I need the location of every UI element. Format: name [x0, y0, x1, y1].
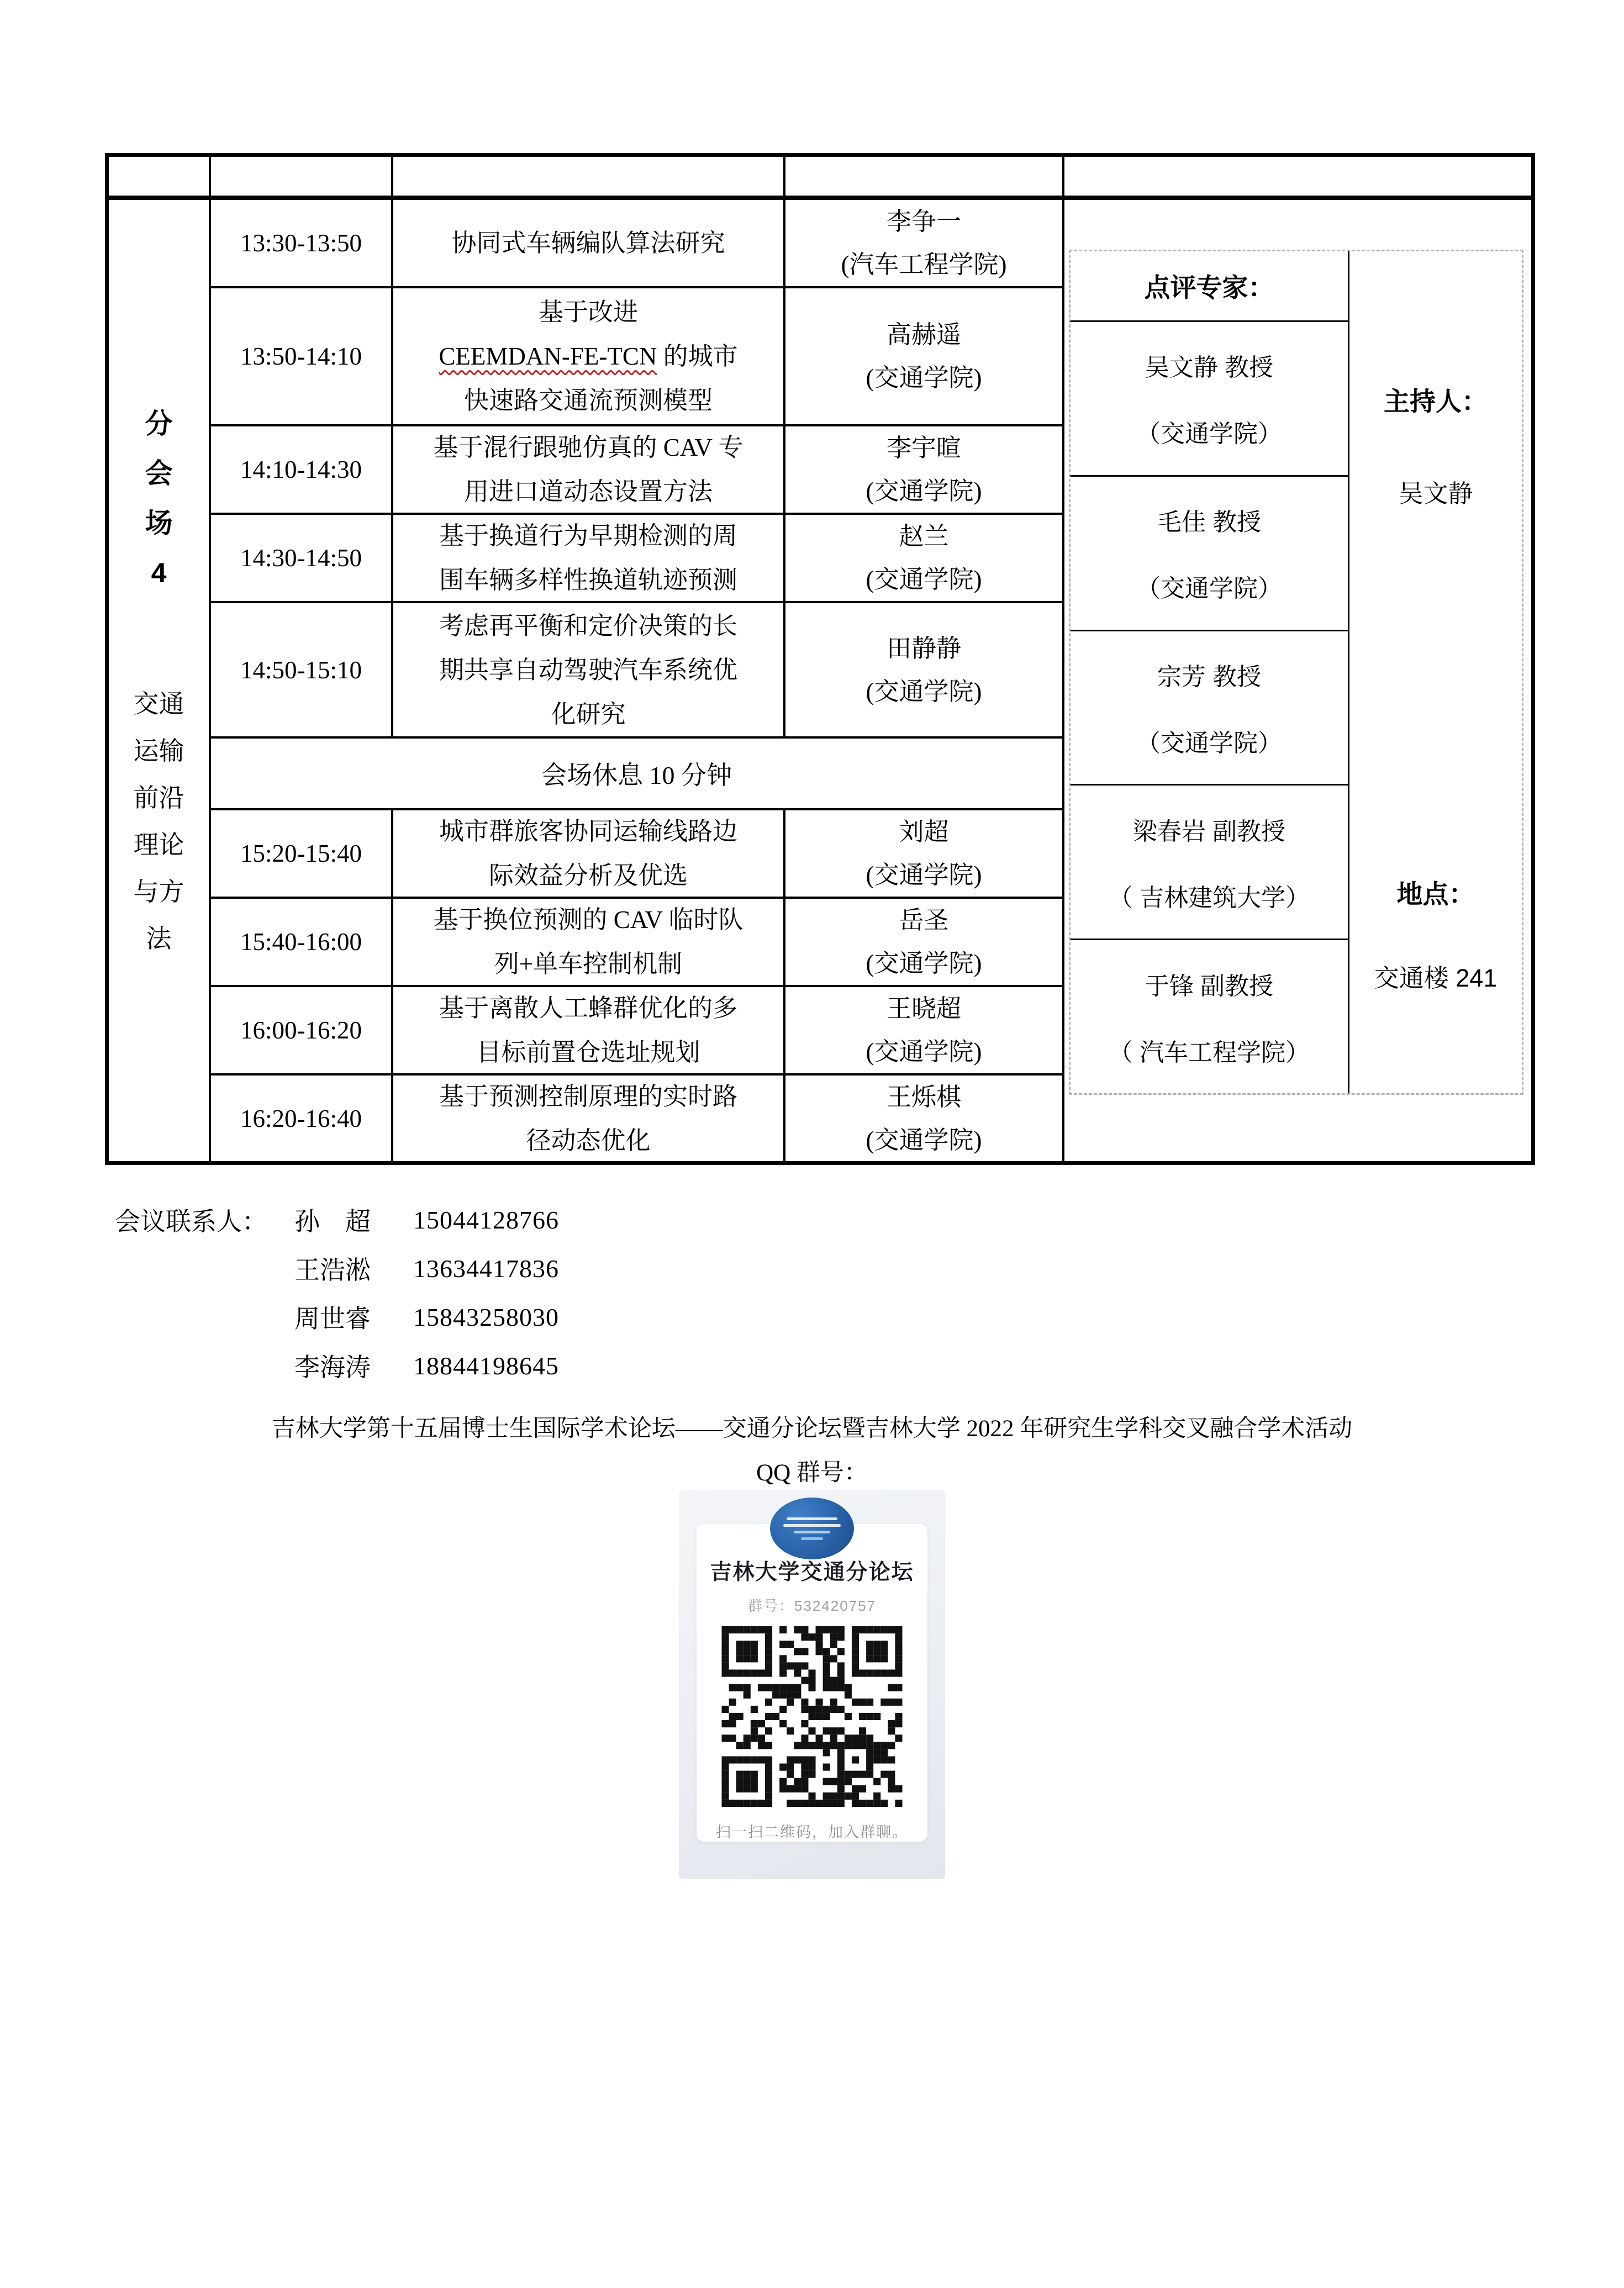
forum-title-line: 吉林大学第十五届博士生国际学术论坛——交通分论坛暨吉林大学 2022 年研究生学科交叉融合学术活动 — [271, 1416, 1353, 1442]
host-location-column — [1349, 251, 1522, 1093]
presenter-name: 赵兰 — [899, 523, 949, 550]
talk-title-cell — [393, 426, 785, 515]
avatar-decoration — [794, 1531, 830, 1533]
talk-title-line: 协同式车辆编队算法研究 — [451, 229, 725, 257]
expert-affiliation: （交通学院） — [1136, 575, 1282, 603]
presenter-affiliation: (交通学院) — [866, 950, 982, 977]
expert-item — [1071, 940, 1348, 1093]
time-cell: 13:30-13:50 — [211, 200, 393, 288]
presenter-affiliation: (交通学院) — [866, 566, 982, 593]
header-empty-cell — [109, 157, 211, 200]
expert-affiliation: （ 吉林建筑大学） — [1108, 884, 1310, 911]
talk-title-cell — [393, 603, 785, 739]
experts-list — [1071, 251, 1349, 1093]
expert-name: 毛佳 教授 — [1157, 509, 1262, 536]
time-cell: 14:10-14:30 — [211, 426, 393, 515]
expert-item — [1071, 785, 1348, 940]
presenter-cell — [785, 1076, 1064, 1161]
presenter-affiliation: (交通学院) — [866, 1126, 982, 1154]
talk-title-line — [439, 334, 737, 378]
presenter-cell — [785, 987, 1064, 1076]
talk-title-line: 基于混行跟驰仿真的 CAV 专 — [433, 434, 744, 461]
talk-title-line: 期共享自动驾驶汽车系统优 — [439, 656, 737, 684]
talk-title-cell — [393, 515, 785, 603]
contact-name: 周世睿 — [294, 1304, 371, 1333]
qq-group-card — [679, 1490, 945, 1879]
time-cell: 16:00-16:20 — [211, 987, 393, 1076]
contact-name: 李海涛 — [294, 1353, 371, 1382]
qr-code — [715, 1626, 909, 1807]
presenter-name: 李争一 — [886, 208, 961, 235]
avatar-decoration — [787, 1517, 837, 1520]
qq-group-number: 群号：532420757 — [747, 1598, 877, 1614]
time-cell: 14:50-15:10 — [211, 603, 393, 739]
talk-title-line: 围车辆多样性换道轨迹预测 — [439, 566, 737, 594]
host-name: 吴文静 — [1398, 479, 1473, 508]
avatar-decoration — [783, 1524, 841, 1527]
talk-title-line: 基于预测控制原理的实时路 — [439, 1082, 737, 1110]
contacts-block — [115, 1201, 559, 1384]
presenter-name: 王烁棋 — [886, 1083, 961, 1111]
presenter-affiliation: (交通学院) — [866, 677, 982, 705]
talk-title-line: 化研究 — [551, 700, 626, 728]
expert-affiliation: （交通学院） — [1136, 729, 1282, 757]
qr-scan-caption: 扫一扫二维码，加入群聊。 — [716, 1824, 908, 1841]
presenter-name: 岳圣 — [899, 906, 949, 934]
talk-title-line: 际效益分析及优选 — [488, 862, 688, 889]
contact-phone: 15843258030 — [413, 1303, 559, 1331]
time-cell: 14:30-14:50 — [211, 515, 393, 603]
qq-group-avatar-icon — [770, 1498, 854, 1559]
spellcheck-underlined-text: CEEMDAN-FE-TCN — [439, 342, 657, 370]
avatar-decoration — [801, 1537, 823, 1540]
qq-group-label: QQ 群号： — [756, 1460, 868, 1486]
talk-title-cell — [393, 810, 785, 899]
talk-title-cell — [393, 288, 785, 426]
presenter-cell — [785, 426, 1064, 515]
header-empty-cell — [211, 157, 393, 200]
talk-title-cell — [393, 899, 785, 987]
presenter-name: 李宇暄 — [886, 434, 961, 462]
expert-affiliation: （ 汽车工程学院） — [1108, 1038, 1310, 1066]
presenter-cell — [785, 603, 1064, 739]
presenter-name: 高赫遥 — [886, 321, 961, 349]
expert-name: 吴文静 教授 — [1145, 354, 1274, 382]
talk-title-line: 用进口道动态设置方法 — [463, 478, 713, 505]
right-panel-cell — [1064, 200, 1531, 1161]
expert-name: 梁春岩 副教授 — [1132, 818, 1286, 845]
contact-phone: 18844198645 — [413, 1351, 559, 1380]
session-theme-label: 交通运输前沿理论与方法 — [133, 689, 184, 953]
header-empty-cell — [785, 157, 1064, 200]
talk-title-line: 快速路交通流预测模型 — [463, 387, 713, 414]
presenter-affiliation: (交通学院) — [866, 1038, 982, 1066]
presenter-cell — [785, 810, 1064, 899]
talk-title-line: 基于离散人工蜂群优化的多 — [439, 994, 737, 1022]
session-label-cell — [109, 200, 211, 1161]
contact-name: 王浩淞 — [294, 1256, 371, 1284]
time-cell: 15:40-16:00 — [211, 899, 393, 987]
expert-item — [1071, 322, 1348, 477]
time-cell: 16:20-16:40 — [211, 1076, 393, 1161]
location-label: 地点： — [1396, 879, 1475, 909]
host-label: 主持人： — [1384, 387, 1488, 416]
presenter-name: 刘超 — [899, 818, 949, 846]
talk-title-line: 基于换道行为早期检测的周 — [439, 522, 737, 550]
presenter-affiliation: (交通学院) — [866, 364, 982, 392]
header-empty-cell — [1064, 157, 1531, 200]
presenter-cell — [785, 515, 1064, 603]
presenter-cell — [785, 288, 1064, 426]
talk-title-line: 基于换位预测的 CAV 临时队 — [433, 906, 744, 934]
time-cell: 13:50-14:10 — [211, 288, 393, 426]
talk-title-line: 考虑再平衡和定价决策的长 — [439, 611, 737, 640]
expert-affiliation: （交通学院） — [1136, 420, 1282, 448]
presenter-name: 田静静 — [886, 634, 961, 662]
experts-textbox — [1069, 250, 1523, 1095]
contact-phone: 15044128766 — [413, 1205, 559, 1234]
schedule-table — [105, 153, 1535, 1165]
presenter-cell — [785, 200, 1064, 288]
talk-title-line: 径动态优化 — [526, 1126, 651, 1154]
expert-name: 宗芳 教授 — [1157, 663, 1262, 690]
talk-title-line: 城市群旅客协同运输线路边 — [439, 818, 737, 845]
contact-name: 孙 超 — [294, 1207, 371, 1236]
experts-header: 点评专家： — [1071, 251, 1348, 322]
talk-title-cell — [393, 1076, 785, 1161]
qq-group-name: 吉林大学交通分论坛 — [710, 1561, 914, 1584]
expert-item — [1071, 477, 1348, 631]
expert-item — [1071, 631, 1348, 786]
presenter-affiliation: (交通学院) — [866, 477, 982, 505]
session-venue-label: 分会场4 — [145, 408, 173, 588]
presenter-name: 王晓超 — [886, 995, 961, 1022]
break-row: 会场休息 10 分钟 — [211, 739, 1064, 810]
time-cell: 15:20-15:40 — [211, 810, 393, 899]
qq-card-inner — [697, 1524, 927, 1842]
talk-title-text: 的城市 — [657, 342, 738, 370]
talk-title-line: 列+单车控制机制 — [494, 950, 683, 978]
talk-title-line: 基于改进 — [538, 298, 638, 326]
presenter-affiliation: (汽车工程学院) — [841, 251, 1007, 278]
header-empty-cell — [393, 157, 785, 200]
talk-title-cell — [393, 987, 785, 1076]
contact-phone: 13634417836 — [413, 1254, 559, 1283]
contacts-label: 会议联系人： — [115, 1207, 267, 1236]
host-block — [1384, 381, 1488, 509]
location-block — [1374, 874, 1498, 994]
expert-name: 于锋 副教授 — [1145, 972, 1274, 1000]
location-value: 交通楼 241 — [1374, 964, 1498, 992]
talk-title-cell — [393, 200, 785, 288]
talk-title-line: 目标前置仓选址规划 — [476, 1038, 700, 1066]
presenter-cell — [785, 899, 1064, 987]
presenter-affiliation: (交通学院) — [866, 861, 982, 889]
